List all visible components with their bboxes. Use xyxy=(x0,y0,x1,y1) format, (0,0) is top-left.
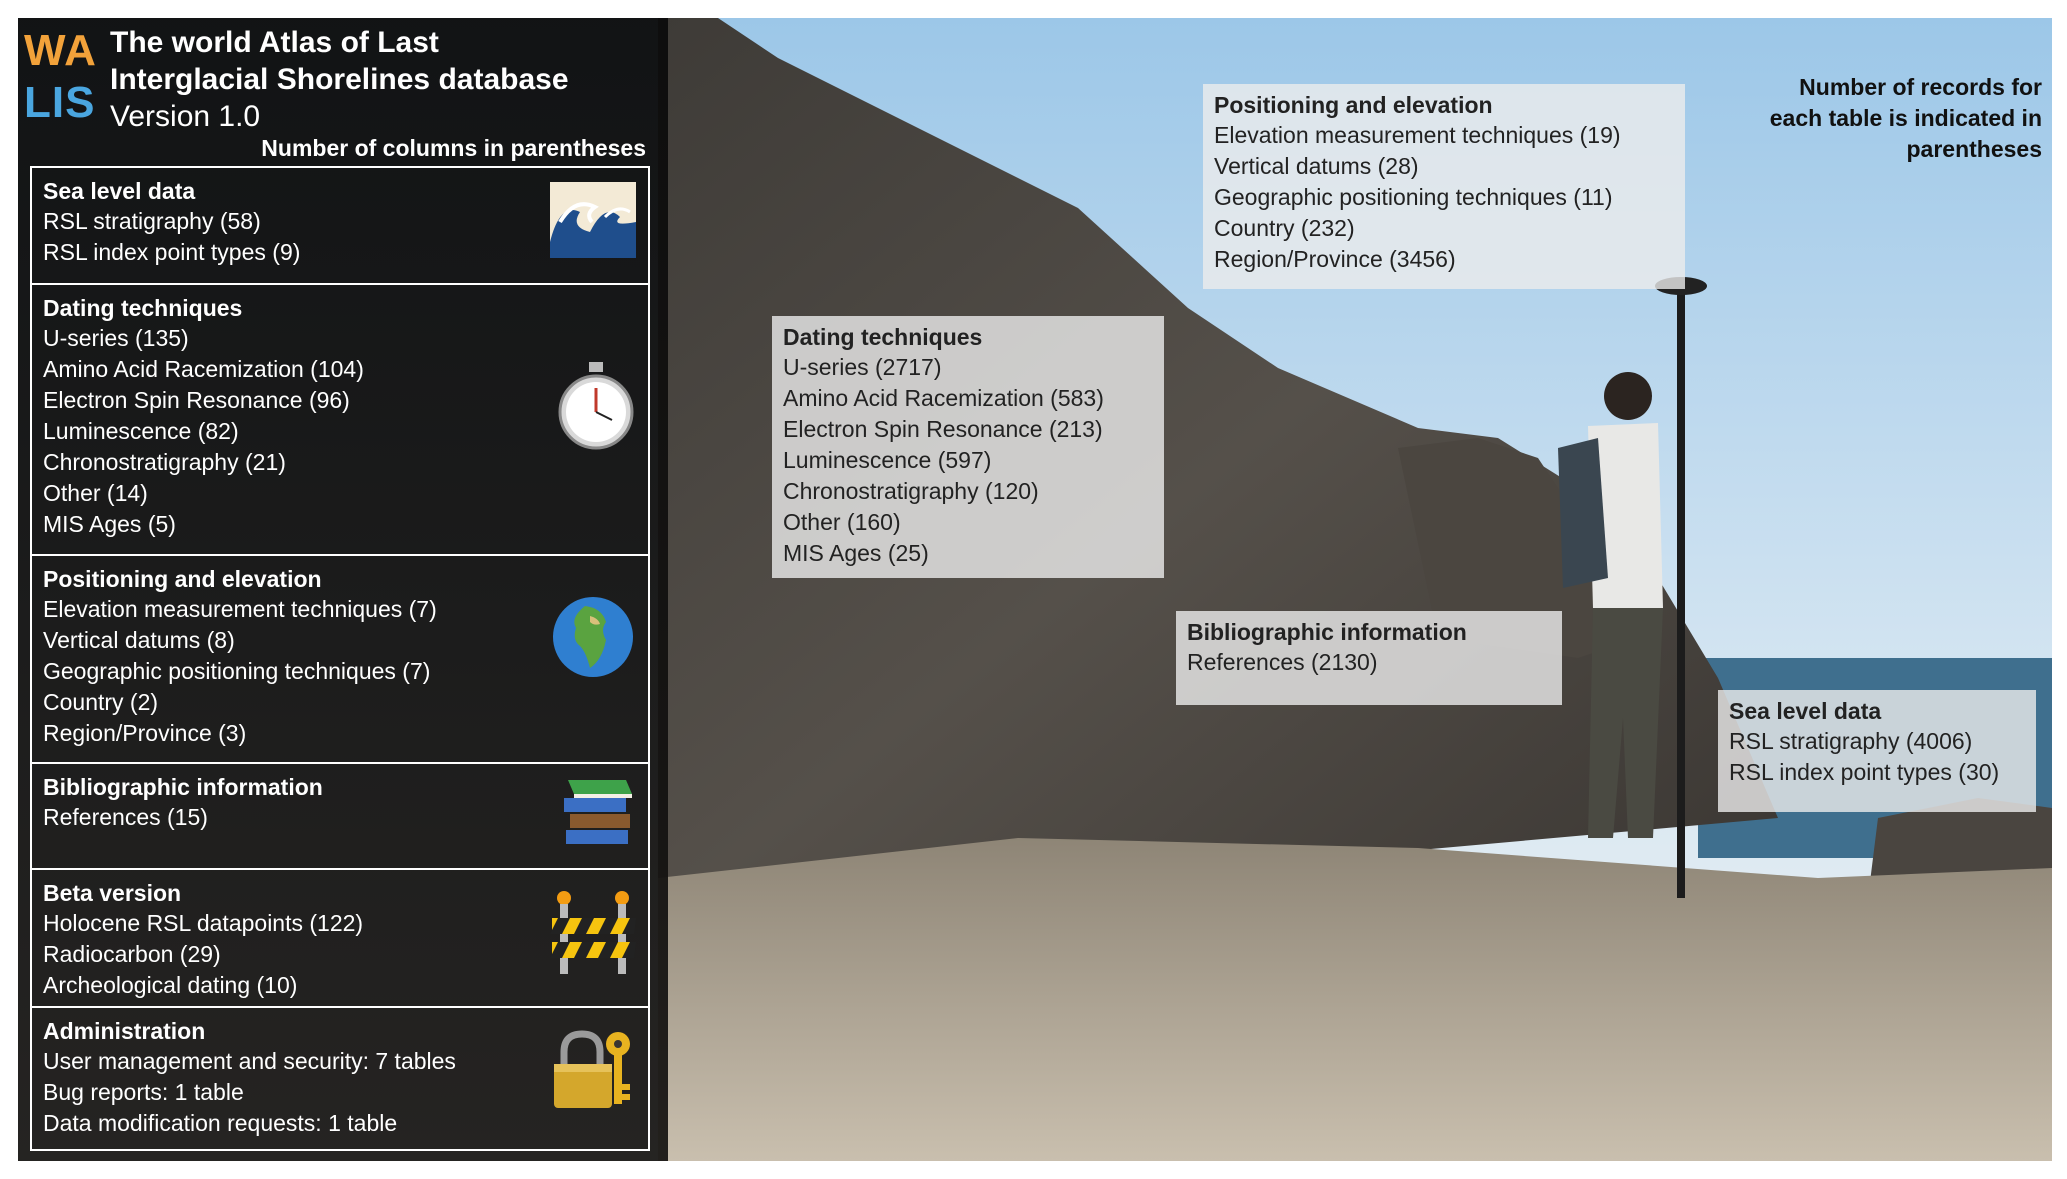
rp-dating-item: MIS Ages (25) xyxy=(783,540,929,566)
lp-admin-title: Administration xyxy=(43,1018,206,1044)
lp-beta-box xyxy=(30,868,650,1008)
page-title-line1: The world Atlas of Last xyxy=(110,26,439,59)
rp-sea-level-item: RSL index point types (30) xyxy=(1729,759,2000,785)
lock-key-icon xyxy=(550,1028,636,1112)
lp-positioning-item: Geographic positioning techniques (7) xyxy=(43,658,431,684)
lp-bibliographic-title: Bibliographic information xyxy=(43,774,323,800)
records-note-line3: parentheses xyxy=(1906,136,2042,162)
rp-dating-item: Amino Acid Racemization (583) xyxy=(783,385,1104,411)
rp-sea-level-box xyxy=(1718,690,2036,812)
rp-positioning-box xyxy=(1203,84,1685,289)
lp-positioning-item: Country (2) xyxy=(43,689,159,715)
lp-dating-item: Electron Spin Resonance (96) xyxy=(43,387,350,413)
rp-dating-item: Luminescence (597) xyxy=(783,447,992,473)
records-note-line2: each table is indicated in xyxy=(1769,105,2042,131)
lp-positioning-item: Region/Province (3) xyxy=(43,720,247,746)
version-label: Version 1.0 xyxy=(110,100,261,133)
lp-admin-box xyxy=(30,1006,650,1151)
rp-positioning-item: Region/Province (3456) xyxy=(1214,246,1456,272)
logo-lis-text: LIS xyxy=(24,78,96,127)
rp-sea-level-title: Sea level data xyxy=(1729,698,1882,724)
lp-beta-title: Beta version xyxy=(43,880,182,906)
lp-dating-title: Dating techniques xyxy=(43,295,243,321)
rp-dating-item: Electron Spin Resonance (213) xyxy=(783,416,1103,442)
lp-bibliographic-box xyxy=(30,762,650,870)
lp-sea-level-box xyxy=(30,166,650,285)
lp-dating-box xyxy=(30,283,650,556)
rp-positioning-title: Positioning and elevation xyxy=(1214,92,1493,118)
lp-sea-level-item: RSL stratigraphy (58) xyxy=(43,208,261,234)
rp-bibliographic-title: Bibliographic information xyxy=(1187,619,1467,645)
lp-positioning-item: Vertical datums (8) xyxy=(43,627,235,653)
globe-icon xyxy=(550,594,636,680)
lp-admin-item: Bug reports: 1 table xyxy=(43,1079,244,1105)
shore-ground xyxy=(658,838,2052,1161)
lp-bibliographic-item: References (15) xyxy=(43,804,208,830)
lp-beta-item: Holocene RSL datapoints (122) xyxy=(43,910,364,936)
columns-note: Number of columns in parentheses xyxy=(261,135,646,161)
title-block xyxy=(110,24,569,135)
lp-dating-item: Luminescence (82) xyxy=(43,418,239,444)
lp-dating-item: MIS Ages (5) xyxy=(43,511,176,537)
construction-barrier-icon xyxy=(550,888,636,976)
lp-dating-item: Amino Acid Racemization (104) xyxy=(43,356,364,382)
lp-beta-item: Archeological dating (10) xyxy=(43,972,298,998)
rp-dating-title: Dating techniques xyxy=(783,324,983,350)
rp-positioning-item: Elevation measurement techniques (19) xyxy=(1214,122,1621,148)
lp-admin-item: User management and security: 7 tables xyxy=(43,1048,456,1074)
logo-wa-text: WA xyxy=(24,26,97,75)
lp-positioning-title: Positioning and elevation xyxy=(43,566,322,592)
lp-dating-item: Other (14) xyxy=(43,480,148,506)
rp-dating-box xyxy=(772,316,1164,578)
lp-positioning-box xyxy=(30,554,650,764)
lp-dating-item: U-series (135) xyxy=(43,325,189,351)
rp-bibliographic-item: References (2130) xyxy=(1187,649,1378,675)
wave-icon xyxy=(550,182,636,258)
figure-canvas xyxy=(18,18,2052,1161)
lp-sea-level-item: RSL index point types (9) xyxy=(43,239,301,265)
database-structure-panel xyxy=(18,18,668,1161)
books-icon xyxy=(560,774,636,854)
lp-admin-item: Data modification requests: 1 table xyxy=(43,1110,398,1136)
walis-logo xyxy=(24,26,110,134)
stopwatch-icon xyxy=(556,360,636,450)
rp-positioning-item: Country (232) xyxy=(1214,215,1355,241)
rp-positioning-item: Geographic positioning techniques (11) xyxy=(1214,184,1613,210)
records-note-line1: Number of records for xyxy=(1799,74,2042,100)
rp-positioning-item: Vertical datums (28) xyxy=(1214,153,1419,179)
rp-dating-item: Other (160) xyxy=(783,509,901,535)
rp-dating-item: U-series (2717) xyxy=(783,354,942,380)
rp-dating-item: Chronostratigraphy (120) xyxy=(783,478,1039,504)
records-note xyxy=(1712,72,2042,165)
lp-beta-item: Radiocarbon (29) xyxy=(43,941,221,967)
lp-sea-level-title: Sea level data xyxy=(43,178,196,204)
lp-dating-item: Chronostratigraphy (21) xyxy=(43,449,286,475)
rp-sea-level-item: RSL stratigraphy (4006) xyxy=(1729,728,1973,754)
rp-bibliographic-box xyxy=(1176,611,1562,705)
lp-positioning-item: Elevation measurement techniques (7) xyxy=(43,596,437,622)
page-title-line2: Interglacial Shorelines database xyxy=(110,63,569,96)
